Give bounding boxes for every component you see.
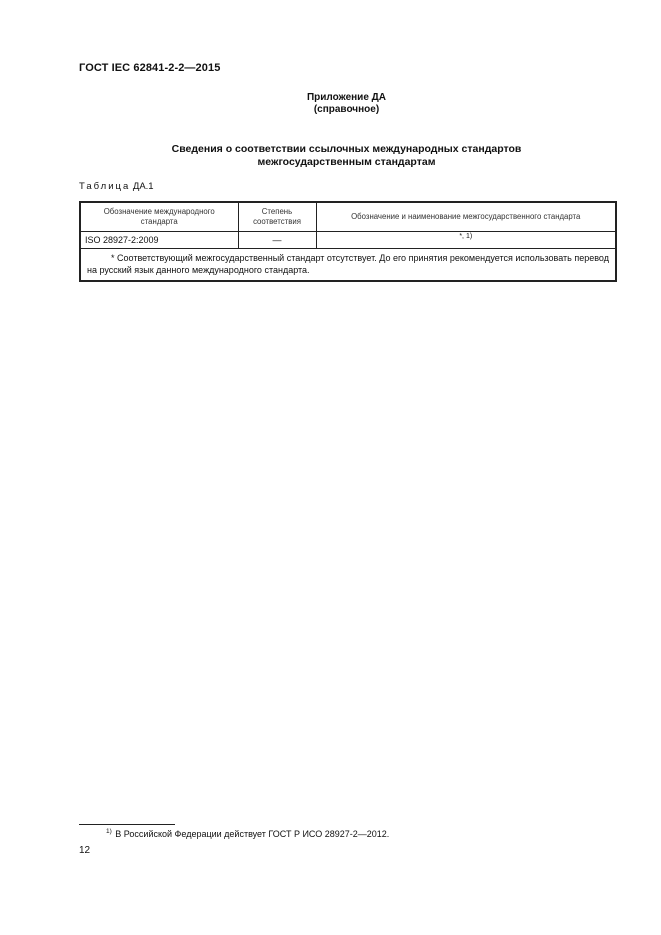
document-header: ГОСТ IEC 62841-2-2—2015	[79, 62, 221, 74]
section-title-line-2: межгосударственным стандартам	[257, 155, 436, 168]
table-caption-number: ДА.1	[132, 181, 154, 192]
header-conformity-degree: Степень соответствия	[238, 202, 316, 232]
page-number: 12	[79, 845, 91, 856]
table-note-text: * Соответствующий межгосударственный стандарт отсутствует. До его принятия рекомендуется использовать перевод на русский язык данного международного стандарта.	[87, 253, 609, 275]
appendix-heading	[79, 92, 614, 116]
section-title-line-1: Сведения о соответствии ссылочных международных стандартов	[171, 143, 522, 155]
appendix-title: Приложение ДА	[306, 92, 387, 103]
table-note-row	[80, 249, 616, 282]
table-caption-word: Таблица	[79, 181, 131, 192]
table-note	[80, 249, 616, 282]
footnote	[106, 828, 389, 839]
cell-intl-standard: ISO 28927-2:2009	[80, 232, 238, 249]
section-title	[79, 143, 614, 168]
footnote-text: В Российской Федерации действует ГОСТ Р ИСО 28927-2—2012.	[115, 829, 390, 839]
cell-interstate-standard: *, 1)	[316, 232, 616, 249]
appendix-subtitle: (справочное)	[313, 104, 380, 115]
header-intl-standard: Обозначение международного стандарта	[80, 202, 238, 232]
standards-table	[79, 201, 617, 282]
cell-conformity-degree: —	[238, 232, 316, 249]
footnote-divider	[79, 824, 175, 825]
header-interstate-standard: Обозначение и наименование межгосударственного стандарта	[316, 202, 616, 232]
footnote-marker: 1)	[106, 828, 112, 835]
table-row	[80, 232, 616, 249]
table-header-row	[80, 202, 616, 232]
table-caption	[79, 181, 154, 192]
